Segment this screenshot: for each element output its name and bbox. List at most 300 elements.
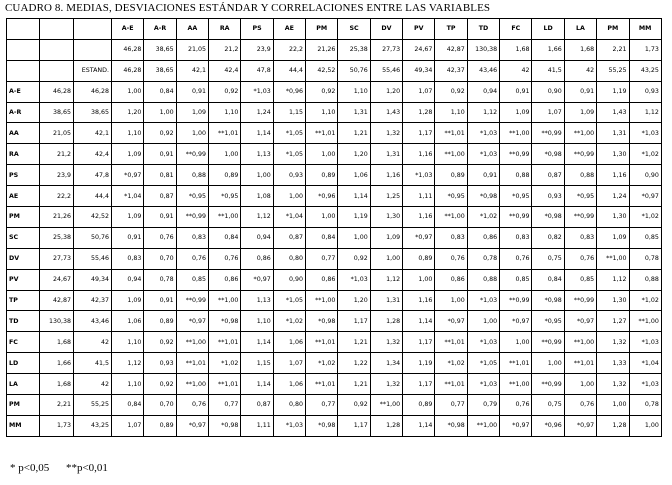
row-sd: 55,25 [74, 395, 112, 416]
column-header: MM [629, 19, 661, 40]
row-sd: 38,65 [74, 102, 112, 123]
correlation-cell: *0,98 [467, 186, 499, 207]
row-mean: 2,21 [40, 395, 74, 416]
table-row [7, 353, 662, 374]
correlation-cell: 0,77 [306, 248, 338, 269]
correlation-cell: 1,00 [273, 186, 305, 207]
mean-cell: 27,73 [370, 39, 402, 60]
correlation-cell: 0,94 [467, 81, 499, 102]
correlation-cell: 0,92 [306, 81, 338, 102]
correlation-cell: 1,34 [370, 353, 402, 374]
row-mean: 21,26 [40, 207, 74, 228]
correlation-cell: 1,00 [306, 144, 338, 165]
correlation-cell: 1,20 [338, 290, 370, 311]
correlation-cell: 0,84 [144, 81, 176, 102]
correlation-cell: 1,19 [338, 207, 370, 228]
mean-cell: 2,21 [597, 39, 629, 60]
column-header: A-R [144, 19, 176, 40]
correlation-cell: 1,06 [273, 374, 305, 395]
correlation-cell: **0,99 [176, 207, 208, 228]
table-row [7, 248, 662, 269]
correlation-cell: 0,76 [564, 395, 596, 416]
column-header: PM [306, 19, 338, 40]
correlation-cell: **1,00 [209, 290, 241, 311]
correlation-cell: **1,01 [564, 353, 596, 374]
correlation-cell: *0,96 [306, 186, 338, 207]
row-mean: 130,38 [40, 311, 74, 332]
row-mean: 21,05 [40, 123, 74, 144]
table-row [7, 311, 662, 332]
correlation-cell: 1,15 [273, 102, 305, 123]
correlation-cell: *1,02 [306, 353, 338, 374]
correlation-cell: **1,01 [209, 374, 241, 395]
correlation-cell: *0,97 [629, 186, 661, 207]
correlation-cell: 0,70 [144, 395, 176, 416]
correlation-cell: 1,43 [597, 102, 629, 123]
correlation-cell: 0,78 [629, 395, 661, 416]
mean-cell: 130,38 [467, 39, 499, 60]
correlation-cell: *1,03 [241, 81, 273, 102]
correlation-cell: 1,00 [241, 165, 273, 186]
correlation-cell: 1,09 [176, 102, 208, 123]
correlation-cell: 0,89 [209, 165, 241, 186]
correlation-cell: 1,16 [597, 165, 629, 186]
empty-cell [7, 39, 40, 60]
correlation-cell: *0,97 [500, 311, 532, 332]
correlation-cell: **1,01 [435, 123, 467, 144]
row-mean: 1,68 [40, 332, 74, 353]
row-mean: 27,73 [40, 248, 74, 269]
correlation-cell: *1,03 [273, 415, 305, 436]
correlation-cell: 1,06 [338, 165, 370, 186]
correlation-cell: 1,00 [629, 415, 661, 436]
mean-cell: 24,67 [403, 39, 435, 60]
correlation-cell: *1,03 [467, 374, 499, 395]
correlation-cell: *0,95 [176, 186, 208, 207]
correlation-cell: 1,07 [532, 102, 564, 123]
correlation-cell: 1,10 [338, 81, 370, 102]
footnote-sig05: * p<0,05 [10, 462, 50, 474]
mean-cell: 1,66 [532, 39, 564, 60]
correlation-cell: 1,31 [597, 123, 629, 144]
estand-cell: 55,25 [597, 60, 629, 81]
correlation-cell: **1,00 [564, 123, 596, 144]
correlation-cell: *0,95 [500, 186, 532, 207]
correlation-cell: 0,91 [112, 227, 144, 248]
correlation-cell: 1,10 [241, 311, 273, 332]
correlation-cell: 0,85 [564, 269, 596, 290]
correlation-cell: **1,01 [306, 374, 338, 395]
footnote-sig01: **p<0,01 [65, 462, 108, 474]
row-label: MM [7, 415, 40, 436]
correlation-cell: 0,88 [564, 165, 596, 186]
estand-cell: 42,37 [435, 60, 467, 81]
correlation-cell: *0,97 [564, 311, 596, 332]
correlation-cell: *1,02 [629, 290, 661, 311]
column-header: PS [241, 19, 273, 40]
correlation-cell: **1,00 [209, 207, 241, 228]
correlation-cell: **1,00 [435, 207, 467, 228]
correlation-cell: 0,86 [435, 269, 467, 290]
correlation-cell: **1,01 [306, 123, 338, 144]
correlation-cell: 1,30 [597, 207, 629, 228]
correlation-cell: **0,99 [564, 207, 596, 228]
correlation-cell: 1,43 [370, 102, 402, 123]
means-row [7, 39, 662, 60]
mean-cell: 46,28 [112, 39, 144, 60]
correlation-cell: *1,03 [467, 290, 499, 311]
correlation-cell: 0,91 [500, 81, 532, 102]
correlation-cell: 0,89 [306, 165, 338, 186]
correlation-cell: *0,97 [500, 415, 532, 436]
row-mean: 1,66 [40, 353, 74, 374]
correlation-cell: *0,97 [435, 311, 467, 332]
correlation-cell: *1,02 [629, 144, 661, 165]
estand-cell: 42,1 [176, 60, 208, 81]
correlation-cell: 1,12 [241, 207, 273, 228]
row-sd: 47,8 [74, 165, 112, 186]
correlation-cell: **0,99 [532, 332, 564, 353]
correlation-cell: *0,98 [435, 415, 467, 436]
correlation-cell: 1,31 [370, 144, 402, 165]
correlation-cell: 0,92 [144, 123, 176, 144]
row-sd: 55,46 [74, 248, 112, 269]
table-row [7, 207, 662, 228]
correlation-cell: 1,32 [370, 332, 402, 353]
correlation-cell: 1,19 [597, 81, 629, 102]
correlation-cell: 0,89 [144, 311, 176, 332]
correlation-cell: 0,92 [209, 81, 241, 102]
row-label: AA [7, 123, 40, 144]
mean-cell: 21,2 [209, 39, 241, 60]
correlation-cell: 0,80 [273, 248, 305, 269]
row-label: LA [7, 374, 40, 395]
correlation-cell: 1,14 [241, 123, 273, 144]
estand-cell: 55,46 [370, 60, 402, 81]
correlation-cell: 1,12 [370, 269, 402, 290]
correlation-cell: 1,28 [597, 415, 629, 436]
column-header: A-E [112, 19, 144, 40]
correlation-cell: 0,88 [467, 269, 499, 290]
estand-cell: 47,8 [241, 60, 273, 81]
row-label: SC [7, 227, 40, 248]
correlation-cell: 1,19 [403, 353, 435, 374]
row-sd: 42,4 [74, 144, 112, 165]
correlation-cell: 1,32 [370, 374, 402, 395]
correlation-cell: 0,75 [532, 248, 564, 269]
correlation-cell: 1,30 [597, 290, 629, 311]
correlation-cell: 0,84 [209, 227, 241, 248]
correlation-cell: 1,00 [176, 123, 208, 144]
correlation-cell: 1,00 [564, 374, 596, 395]
row-label: LD [7, 353, 40, 374]
correlation-cell: 1,17 [403, 374, 435, 395]
mean-cell: 21,26 [306, 39, 338, 60]
correlation-cell: *0,95 [435, 186, 467, 207]
correlation-cell: 1,32 [597, 332, 629, 353]
correlation-cell: 0,93 [273, 165, 305, 186]
column-header: FC [500, 19, 532, 40]
correlation-cell: 0,88 [500, 165, 532, 186]
correlation-cell: *0,98 [532, 144, 564, 165]
correlation-cell: 1,20 [338, 144, 370, 165]
correlation-cell: 1,09 [112, 144, 144, 165]
correlation-cell: 0,90 [629, 165, 661, 186]
correlation-cell: 0,86 [209, 269, 241, 290]
correlation-cell: 0,77 [435, 395, 467, 416]
correlation-cell: **0,99 [500, 207, 532, 228]
estand-cell: 43,46 [467, 60, 499, 81]
correlation-cell: 0,76 [176, 248, 208, 269]
correlation-cell: 1,30 [370, 207, 402, 228]
row-label: PV [7, 269, 40, 290]
correlation-cell: 0,92 [435, 81, 467, 102]
correlation-cell: 0,83 [176, 227, 208, 248]
correlation-cell: 0,86 [306, 269, 338, 290]
correlation-cell: 1,31 [338, 102, 370, 123]
correlation-cell: 0,88 [176, 165, 208, 186]
correlation-cell: 0,86 [467, 227, 499, 248]
correlation-cell: **0,99 [564, 290, 596, 311]
row-label: RA [7, 144, 40, 165]
table-row [7, 269, 662, 290]
row-sd: 42,37 [74, 290, 112, 311]
correlation-cell: 0,85 [500, 269, 532, 290]
correlation-cell: 1,31 [370, 290, 402, 311]
correlation-cell: *0,98 [209, 415, 241, 436]
correlation-cell: 0,85 [629, 227, 661, 248]
correlation-cell: 1,09 [500, 102, 532, 123]
correlation-cell: 0,87 [273, 227, 305, 248]
estand-cell: 49,34 [403, 60, 435, 81]
correlation-cell: **1,01 [306, 332, 338, 353]
column-header: AA [176, 19, 208, 40]
correlation-cell: 1,16 [403, 290, 435, 311]
correlation-cell: **0,99 [532, 374, 564, 395]
correlation-cell: 1,12 [112, 353, 144, 374]
row-sd: 49,34 [74, 269, 112, 290]
table-row [7, 165, 662, 186]
correlation-cell: 1,07 [273, 353, 305, 374]
empty-cell [40, 39, 74, 60]
correlation-cell: 1,00 [467, 311, 499, 332]
correlation-cell: *0,98 [306, 311, 338, 332]
row-mean: 1,68 [40, 374, 74, 395]
correlation-cell: 0,89 [435, 165, 467, 186]
correlation-cell: 1,10 [112, 332, 144, 353]
correlation-cell: *1,03 [467, 332, 499, 353]
row-mean: 42,87 [40, 290, 74, 311]
correlation-cell: **1,00 [597, 248, 629, 269]
correlation-cell: *0,95 [564, 186, 596, 207]
correlation-cell: 1,14 [403, 415, 435, 436]
correlation-cell: *1,03 [467, 144, 499, 165]
correlation-cell: 0,94 [241, 227, 273, 248]
row-sd: 43,46 [74, 311, 112, 332]
correlation-cell: 0,91 [144, 144, 176, 165]
correlation-cell: *0,97 [176, 415, 208, 436]
correlation-cell: *1,03 [629, 374, 661, 395]
correlation-cell: 0,89 [403, 248, 435, 269]
correlation-cell: **0,99 [564, 144, 596, 165]
correlation-cell: 1,06 [273, 332, 305, 353]
correlation-cell: 0,90 [532, 81, 564, 102]
correlation-table [6, 18, 662, 437]
correlation-cell: **1,00 [176, 374, 208, 395]
estand-cell: 44,4 [273, 60, 305, 81]
correlation-cell: 1,14 [241, 374, 273, 395]
correlation-cell: *1,03 [629, 123, 661, 144]
row-mean: 38,65 [40, 102, 74, 123]
correlation-cell: 0,84 [306, 227, 338, 248]
correlation-cell: **1,00 [435, 144, 467, 165]
correlation-cell: 1,00 [435, 290, 467, 311]
correlation-cell: 0,79 [467, 395, 499, 416]
row-label: DV [7, 248, 40, 269]
row-sd: 42,1 [74, 123, 112, 144]
correlation-cell: 0,84 [112, 395, 144, 416]
correlation-cell: 0,88 [629, 269, 661, 290]
correlation-cell: 0,82 [532, 227, 564, 248]
correlation-cell: 1,10 [306, 102, 338, 123]
correlation-cell: 1,15 [241, 353, 273, 374]
correlation-cell: *1,02 [467, 207, 499, 228]
correlation-cell: *0,97 [564, 415, 596, 436]
correlation-cell: 1,11 [241, 415, 273, 436]
table-row [7, 415, 662, 436]
correlation-cell: 0,76 [176, 395, 208, 416]
table-row [7, 227, 662, 248]
mean-cell: 23,9 [241, 39, 273, 60]
row-label: TD [7, 311, 40, 332]
empty-cell [40, 19, 74, 40]
correlation-cell: *1,02 [629, 207, 661, 228]
correlation-cell: *0,98 [306, 415, 338, 436]
correlation-cell: 0,92 [338, 248, 370, 269]
table-row [7, 102, 662, 123]
correlation-cell: 1,21 [338, 374, 370, 395]
correlation-cell: 0,83 [435, 227, 467, 248]
column-header: TD [467, 19, 499, 40]
row-mean: 21,2 [40, 144, 74, 165]
correlation-cell: **0,99 [532, 123, 564, 144]
correlation-cell: *0,95 [209, 186, 241, 207]
correlation-cell: 1,00 [597, 395, 629, 416]
empty-cell [7, 60, 40, 81]
correlation-cell: **1,00 [176, 332, 208, 353]
table-row [7, 186, 662, 207]
correlation-cell: *1,03 [338, 269, 370, 290]
correlation-cell: 1,00 [403, 269, 435, 290]
correlation-cell: 1,11 [403, 186, 435, 207]
correlation-cell: 1,24 [597, 186, 629, 207]
correlation-cell: 0,89 [144, 415, 176, 436]
correlation-cell: 1,17 [403, 123, 435, 144]
correlation-cell: 1,12 [597, 269, 629, 290]
correlation-cell: **0,99 [500, 144, 532, 165]
correlation-cell: *1,04 [273, 207, 305, 228]
column-header: PV [403, 19, 435, 40]
row-mean: 46,28 [40, 81, 74, 102]
empty-cell [40, 60, 74, 81]
row-label: PM [7, 395, 40, 416]
correlation-cell: 0,92 [338, 395, 370, 416]
correlation-cell: 0,75 [532, 395, 564, 416]
correlation-cell: 1,16 [370, 165, 402, 186]
correlation-cell: *0,98 [532, 207, 564, 228]
correlation-cell: *1,05 [273, 290, 305, 311]
correlation-cell: **1,01 [435, 332, 467, 353]
correlation-cell: 0,77 [306, 395, 338, 416]
correlation-cell: 1,08 [241, 186, 273, 207]
correlation-cell: 1,28 [370, 311, 402, 332]
correlation-cell: 1,32 [597, 374, 629, 395]
correlation-cell: 0,70 [144, 248, 176, 269]
correlation-cell: **1,00 [629, 311, 661, 332]
correlation-cell: 1,00 [500, 332, 532, 353]
correlation-cell: *0,95 [532, 311, 564, 332]
estand-cell: 43,25 [629, 60, 661, 81]
correlation-cell: 0,91 [564, 81, 596, 102]
estand-cell: 42,4 [209, 60, 241, 81]
correlation-cell: 0,80 [273, 395, 305, 416]
mean-cell: 1,68 [564, 39, 596, 60]
correlation-cell: 1,09 [564, 102, 596, 123]
correlation-cell: *1,04 [629, 353, 661, 374]
column-header: RA [209, 19, 241, 40]
row-mean: 25,38 [40, 227, 74, 248]
correlation-cell: 0,86 [241, 248, 273, 269]
correlation-cell: 1,20 [370, 81, 402, 102]
correlation-cell: 1,13 [241, 144, 273, 165]
row-sd: 42,52 [74, 207, 112, 228]
correlation-cell: 1,24 [241, 102, 273, 123]
empty-cell [74, 19, 112, 40]
table-row [7, 144, 662, 165]
row-sd: 43,25 [74, 415, 112, 436]
correlation-cell: 1,14 [403, 311, 435, 332]
correlation-cell: 0,89 [403, 395, 435, 416]
correlation-cell: 1,09 [112, 207, 144, 228]
correlation-cell: 0,76 [435, 248, 467, 269]
correlation-cell: 0,84 [532, 269, 564, 290]
correlation-cell: 1,12 [629, 102, 661, 123]
column-header: SC [338, 19, 370, 40]
correlation-cell: *0,97 [176, 311, 208, 332]
row-mean: 22,2 [40, 186, 74, 207]
correlation-cell: 1,00 [112, 81, 144, 102]
row-label: PS [7, 165, 40, 186]
correlation-cell: 1,17 [403, 332, 435, 353]
row-label: A-E [7, 81, 40, 102]
correlation-cell: *0,98 [532, 290, 564, 311]
estand-cell: 42 [564, 60, 596, 81]
correlation-cell: 0,76 [209, 248, 241, 269]
correlation-cell: 1,09 [370, 227, 402, 248]
row-sd: 50,76 [74, 227, 112, 248]
mean-cell: 22,2 [273, 39, 305, 60]
correlation-cell: 1,13 [241, 290, 273, 311]
correlation-cell: **1,01 [176, 353, 208, 374]
correlation-cell: 1,22 [338, 353, 370, 374]
correlation-cell: 1,14 [338, 186, 370, 207]
row-label: FC [7, 332, 40, 353]
correlation-cell: *1,03 [467, 123, 499, 144]
estand-cell: 50,76 [338, 60, 370, 81]
correlation-cell: 1,07 [112, 415, 144, 436]
correlation-cell: *0,97 [241, 269, 273, 290]
correlation-cell: 1,21 [338, 123, 370, 144]
